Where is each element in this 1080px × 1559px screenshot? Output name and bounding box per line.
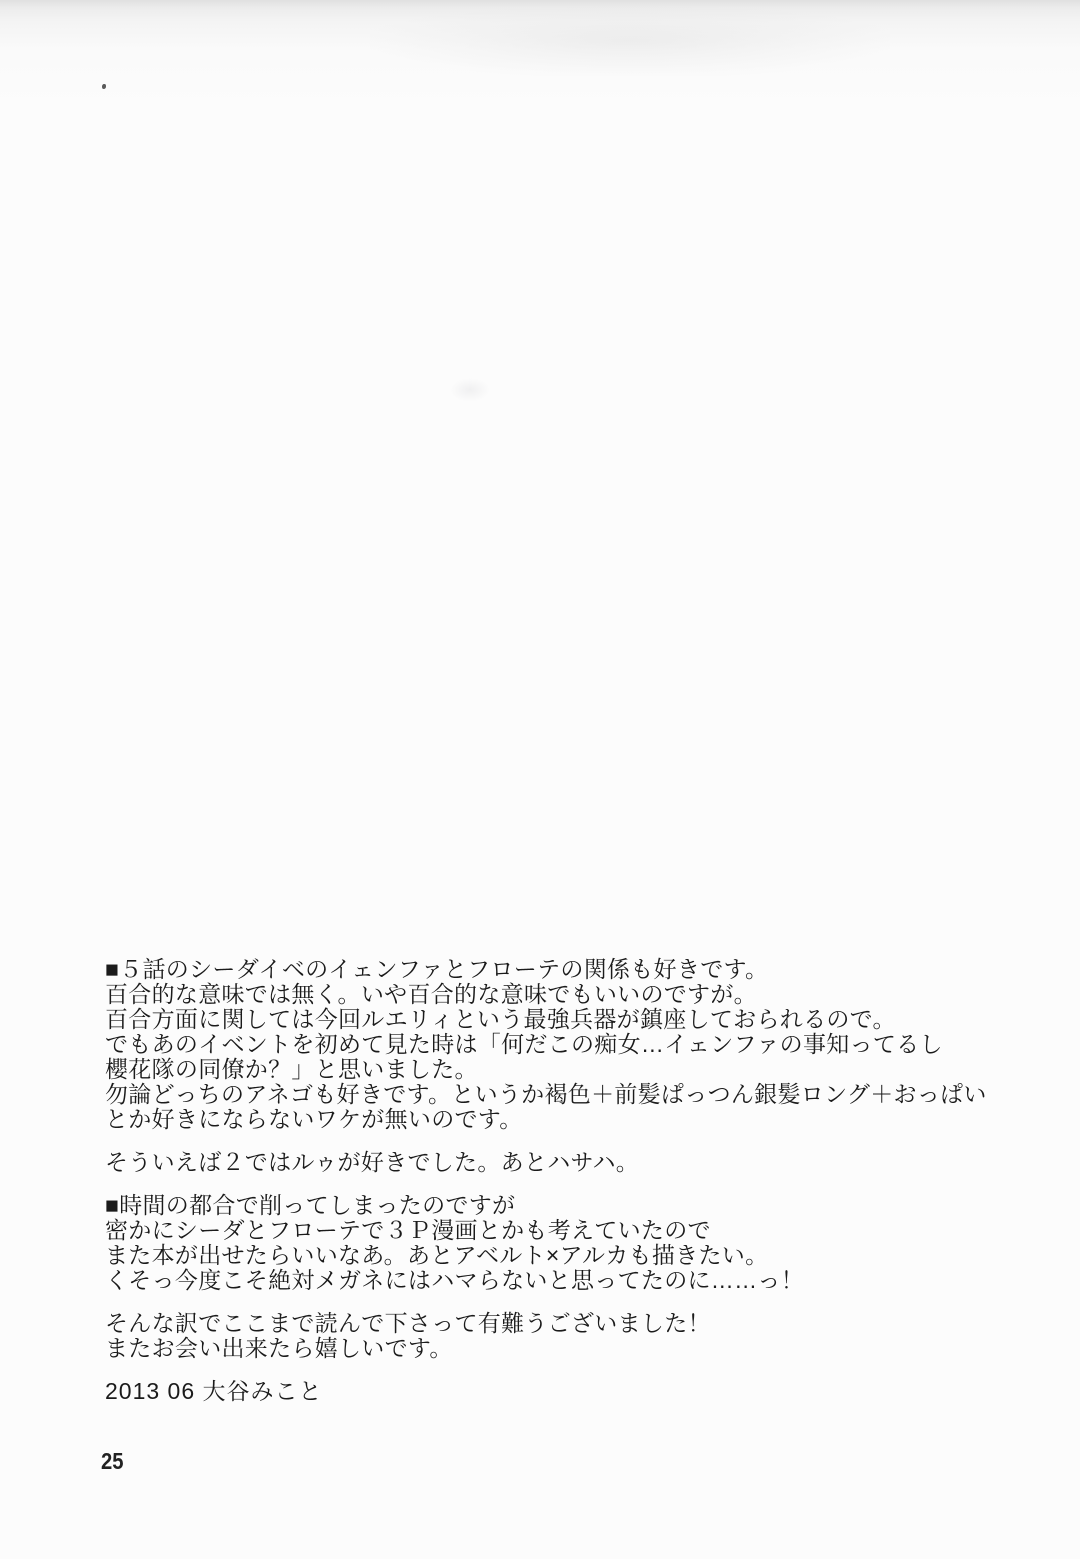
page-number: 25: [101, 1448, 124, 1474]
afterword-paragraph-2: [105, 1150, 1035, 1175]
text-line: とか好きにならないワケが無いのです。: [105, 1106, 523, 1132]
text-line: 密かにシーダとフローテで３Ｐ漫画とかも考えていたので: [105, 1217, 711, 1243]
afterword-paragraph-4: [105, 1311, 1035, 1361]
text-line: 百合的な意味では無く。いや百合的な意味でもいいのですが。: [105, 981, 757, 1007]
scan-smudge: [450, 378, 490, 402]
scan-speck: [102, 84, 106, 89]
credit-line: [105, 1379, 1035, 1404]
afterword-paragraph-3: [105, 1193, 1035, 1293]
text-line: またお会い出来たら嬉しいです。: [105, 1335, 453, 1361]
text-line: そんな訳でここまで読んで下さって有難うございました！: [105, 1310, 711, 1336]
text-line: くそっ今度こそ絶対メガネにはハマらないと思ってたのに……っ！: [105, 1267, 804, 1293]
author-date-text: 2013 06 大谷みこと: [105, 1378, 323, 1404]
text-line: また本が出せたらいいなあ。あとアベルト×アルカも描きたい。: [105, 1242, 769, 1268]
text-line: そういえば２ではルゥが好きでした。あとハサハ。: [105, 1149, 640, 1175]
scan-blotch: [370, 6, 890, 76]
afterword-text: [105, 957, 1035, 1404]
text-line: ■５話のシーダイベのイェンファとフローテの関係も好きです。: [105, 956, 769, 982]
text-line: 櫻花隊の同僚か？」と思いました。: [105, 1056, 478, 1082]
afterword-paragraph-1: [105, 957, 1035, 1132]
text-line: ■時間の都合で削ってしまったのですが: [105, 1192, 516, 1218]
scan-edge-shading: [0, 0, 1080, 120]
text-line: 勿論どっちのアネゴも好きです。というか褐色＋前髪ぱっつん銀髪ロング＋おっぱい: [105, 1081, 987, 1107]
text-line: でもあのイベントを初めて見た時は「何だこの痴女…イェンファの事知ってるし: [105, 1031, 943, 1057]
text-line: 百合方面に関しては今回ルエリィという最強兵器が鎮座しておられるので。: [105, 1006, 896, 1032]
